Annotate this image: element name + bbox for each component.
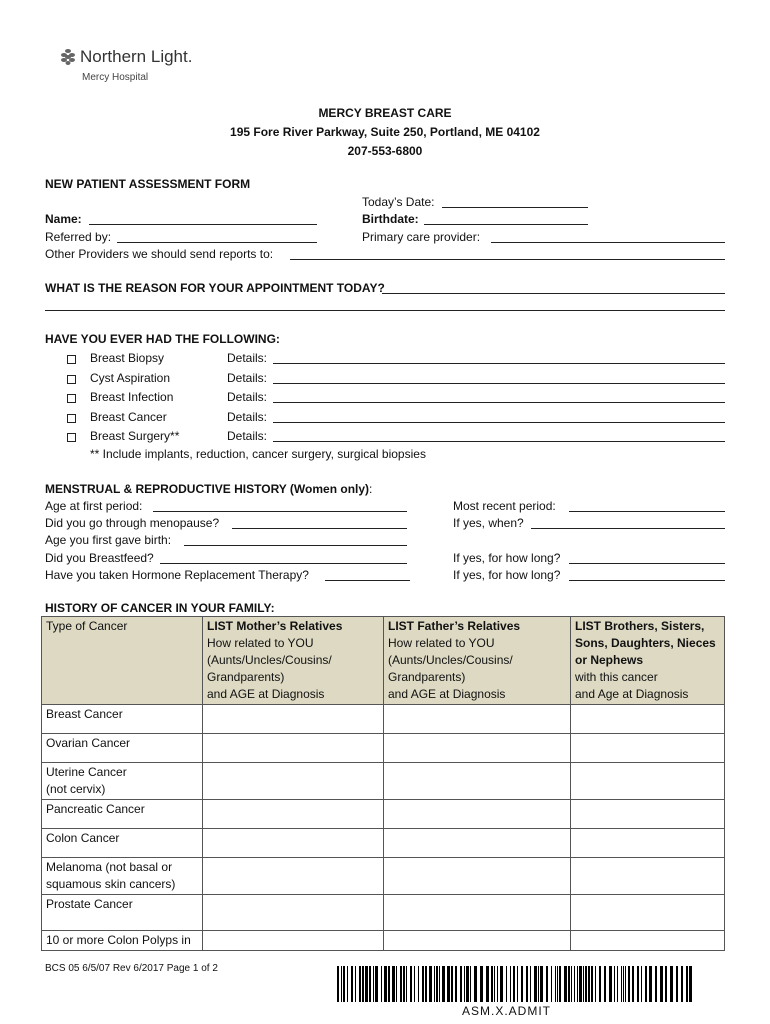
table-row [42, 858, 725, 895]
barcode-bar [623, 966, 624, 1002]
relatives-entry-cell[interactable] [203, 829, 384, 858]
cancer-type-label: Ovarian Cancer [46, 736, 131, 750]
barcode-icon [337, 966, 697, 1002]
checkbox-breast-infection[interactable] [67, 394, 76, 403]
col-type-of-cancer: Type of Cancer [42, 617, 203, 705]
barcode-bar [557, 966, 558, 1002]
menopause-when-field[interactable] [531, 528, 725, 529]
barcode-bar [455, 966, 457, 1002]
reason-label: WHAT IS THE REASON FOR YOUR APPOINTMENT TODAY? [45, 281, 385, 295]
hrt-label: Have you taken Hormone Replacement Therapy? [45, 568, 309, 582]
details-label: Details: [227, 351, 268, 365]
relatives-entry-cell[interactable] [384, 763, 571, 800]
barcode-bar [655, 966, 657, 1002]
hrt-how-long-label: If yes, for how long? [453, 568, 561, 582]
org-name: MERCY BREAST CARE [318, 106, 452, 120]
todays-date-field[interactable] [442, 207, 588, 208]
relatives-entry-cell[interactable] [203, 705, 384, 734]
barcode-bar [347, 966, 348, 1002]
barcode-bar [506, 966, 507, 1002]
menstrual-heading-colon: : [369, 482, 373, 496]
age-first-period-field[interactable] [153, 511, 407, 512]
barcode-bar [625, 966, 626, 1002]
details-label: Details: [227, 371, 268, 385]
history-item-label: Breast Biopsy [90, 351, 165, 365]
pcp-label: Primary care provider: [362, 230, 481, 244]
relatives-entry-cell[interactable] [384, 800, 571, 829]
barcode-bar [632, 966, 634, 1002]
barcode-bar [681, 966, 683, 1002]
cancer-type-label: Uterine Cancer [46, 765, 127, 779]
barcode-bar [676, 966, 678, 1002]
birthdate-field[interactable] [424, 224, 588, 225]
barcode-bar [497, 966, 498, 1002]
menstrual-heading: MENSTRUAL & REPRODUCTIVE HISTORY (Women only) [45, 482, 370, 496]
relatives-entry-cell[interactable] [384, 734, 571, 763]
hrt-field[interactable] [325, 580, 410, 581]
form-title: NEW PATIENT ASSESSMENT FORM [45, 177, 251, 191]
col-mother-relatives: LIST Mother’s Relatives How related to YOU (Aunts/Uncles/Cousins/ Grandparents) and AGE at Diagnosis [203, 617, 384, 705]
history-item-label: Breast Surgery** [90, 429, 180, 443]
menopause-label: Did you go through menopause? [45, 516, 220, 530]
cancer-type-cell [42, 829, 203, 858]
name-field[interactable] [89, 224, 317, 225]
barcode-bar [341, 966, 342, 1002]
barcode-bar [351, 966, 353, 1002]
table-row [42, 705, 725, 734]
table-row [42, 763, 725, 800]
checkbox-breast-cancer[interactable] [67, 414, 76, 423]
family-heading: HISTORY OF CANCER IN YOUR FAMILY: [45, 601, 275, 615]
barcode-bar [439, 966, 440, 1002]
barcode-bar [375, 966, 378, 1002]
barcode-bar [538, 966, 539, 1002]
cancer-type-cell [42, 705, 203, 734]
barcode-bar [670, 966, 673, 1002]
relatives-entry-cell[interactable] [203, 734, 384, 763]
org-phone: 207-553-6800 [347, 144, 423, 158]
barcode-bar [434, 966, 435, 1002]
barcode-bar [464, 966, 465, 1002]
history-heading: HAVE YOU EVER HAD THE FOLLOWING: [45, 332, 280, 346]
barcode-bar [517, 966, 518, 1002]
cancer-type-label: squamous skin cancers) [46, 877, 176, 891]
barcode-bar [359, 966, 361, 1002]
recent-period-field[interactable] [569, 511, 725, 512]
menopause-when-label: If yes, when? [453, 516, 524, 530]
barcode-bar [579, 966, 582, 1002]
todays-date-label: Today’s Date: [362, 195, 435, 209]
barcode-bar [403, 966, 405, 1002]
barcode-bar [559, 966, 561, 1002]
relatives-entry-cell[interactable] [571, 858, 725, 895]
breastfeed-how-long-field[interactable] [569, 563, 725, 564]
barcode-bar [392, 966, 395, 1002]
referred-by-field[interactable] [117, 242, 317, 243]
breastfeed-label: Did you Breastfeed? [45, 551, 154, 565]
checkbox-breast-surgery[interactable] [67, 433, 76, 442]
history-item-label: Breast Cancer [90, 410, 167, 424]
barcode-bar [447, 966, 450, 1002]
details-label: Details: [227, 429, 268, 443]
details-field[interactable] [273, 402, 725, 403]
barcode-bar [510, 966, 511, 1002]
relatives-entry-cell[interactable] [203, 800, 384, 829]
barcode-bar [585, 966, 587, 1002]
checkbox-cyst-aspiration[interactable] [67, 375, 76, 384]
cancer-type-label: Pancreatic Cancer [46, 802, 145, 816]
barcode-bar [362, 966, 364, 1002]
barcode-bar [486, 966, 489, 1002]
cancer-type-label: Breast Cancer [46, 707, 123, 721]
barcode-bar [429, 966, 432, 1002]
family-history-table [41, 616, 725, 951]
org-address: 195 Fore River Parkway, Suite 250, Portland, ME 04102 [230, 125, 540, 139]
relatives-entry-cell[interactable] [571, 829, 725, 858]
table-row [42, 734, 725, 763]
relatives-entry-cell[interactable] [571, 734, 725, 763]
table-row [42, 800, 725, 829]
barcode-bar [355, 966, 356, 1002]
checkbox-breast-biopsy[interactable] [67, 355, 76, 364]
col-siblings-children: LIST Brothers, Sisters, Sons, Daughters, Nieces or Nephews with this cancer and Age at Diagnosis [571, 617, 725, 705]
table-row [42, 829, 725, 858]
barcode-bar [604, 966, 606, 1002]
cancer-type-cell [42, 734, 203, 763]
barcode-bar [637, 966, 639, 1002]
barcode-bar [546, 966, 548, 1002]
barcode-bar [574, 966, 575, 1002]
barcode-bar [480, 966, 483, 1002]
table-header-row [42, 617, 725, 705]
barcode-bar [396, 966, 397, 1002]
barcode-bar [599, 966, 601, 1002]
barcode-bar [617, 966, 618, 1002]
barcode-bar [470, 966, 471, 1002]
barcode-bar [369, 966, 371, 1002]
relatives-entry-cell[interactable] [384, 895, 571, 931]
birthdate-label: Birthdate: [362, 212, 419, 226]
barcode-text: ASM.X.ADMIT [462, 1004, 552, 1018]
logo-name: Northern Light. [80, 47, 193, 66]
relatives-entry-cell[interactable] [571, 763, 725, 800]
barcode-bar [337, 966, 339, 1002]
cancer-type-cell [42, 931, 203, 951]
pinecone-logo-icon [58, 47, 78, 67]
cancer-type-cell [42, 763, 203, 800]
details-field[interactable] [273, 441, 725, 442]
barcode-bar [388, 966, 390, 1002]
reason-field-2[interactable] [45, 310, 725, 311]
history-item-label: Breast Infection [90, 390, 174, 404]
barcode-bar [621, 966, 622, 1002]
barcode-bar [500, 966, 503, 1002]
relatives-entry-cell[interactable] [384, 829, 571, 858]
barcode-bar [609, 966, 612, 1002]
barcode-bar [641, 966, 642, 1002]
barcode-bar [425, 966, 427, 1002]
barcode-bar [614, 966, 615, 1002]
table-row [42, 931, 725, 951]
relatives-entry-cell[interactable] [384, 705, 571, 734]
barcode-bar [568, 966, 570, 1002]
barcode-bar [665, 966, 667, 1002]
breastfeed-how-long-label: If yes, for how long? [453, 551, 561, 565]
pcp-field[interactable] [491, 242, 725, 243]
barcode-bar [660, 966, 663, 1002]
relatives-entry-cell[interactable] [571, 800, 725, 829]
barcode-bar [526, 966, 528, 1002]
relatives-entry-cell[interactable] [571, 895, 725, 931]
details-label: Details: [227, 390, 268, 404]
barcode-bar [628, 966, 630, 1002]
other-providers-field[interactable] [290, 259, 725, 260]
cancer-type-label: Colon Cancer [46, 831, 120, 845]
name-label: Name: [45, 212, 82, 226]
other-providers-label: Other Providers we should send reports to: [45, 247, 274, 261]
form-code: BCS 05 6/5/07 Rev 6/2017 Page 1 of 2 [45, 963, 218, 974]
cancer-type-label: Prostate Cancer [46, 897, 133, 911]
barcode-bar [521, 966, 523, 1002]
hrt-how-long-field[interactable] [569, 580, 725, 581]
barcode-bar [466, 966, 469, 1002]
barcode-bar [373, 966, 374, 1002]
menopause-field[interactable] [232, 528, 407, 529]
details-field[interactable] [273, 422, 725, 423]
relatives-entry-cell[interactable] [203, 931, 384, 951]
barcode-bar [513, 966, 515, 1002]
relatives-entry-cell[interactable] [203, 895, 384, 931]
recent-period-label: Most recent period: [453, 499, 556, 513]
barcode-bar [686, 966, 688, 1002]
relatives-entry-cell[interactable] [384, 931, 571, 951]
barcode-bar [381, 966, 382, 1002]
cancer-type-cell [42, 800, 203, 829]
barcode-bar [540, 966, 543, 1002]
history-item-label: Cyst Aspiration [90, 371, 171, 385]
barcode-bar [418, 966, 419, 1002]
breastfeed-field[interactable] [160, 563, 407, 564]
barcode-bar [583, 966, 584, 1002]
barcode-bar [649, 966, 652, 1002]
barcode-bar [410, 966, 412, 1002]
history-note: ** Include implants, reduction, cancer surgery, surgical biopsies [90, 447, 426, 461]
cancer-type-cell [42, 895, 203, 931]
barcode-bar [555, 966, 556, 1002]
barcode-bar [530, 966, 531, 1002]
barcode-bar [551, 966, 552, 1002]
referred-by-label: Referred by: [45, 230, 112, 244]
relatives-entry-cell[interactable] [384, 858, 571, 895]
relatives-entry-cell[interactable] [203, 763, 384, 800]
barcode-bar [414, 966, 415, 1002]
details-field[interactable] [273, 363, 725, 364]
cancer-type-label: Melanoma (not basal or [46, 860, 173, 874]
barcode-bar [442, 966, 445, 1002]
barcode-bar [436, 966, 438, 1002]
relatives-entry-cell[interactable] [203, 858, 384, 895]
cancer-type-cell [42, 858, 203, 895]
barcode-bar [343, 966, 345, 1002]
barcode-bar [491, 966, 493, 1002]
barcode-bar [474, 966, 477, 1002]
barcode-bar [564, 966, 567, 1002]
relatives-entry-cell[interactable] [571, 705, 725, 734]
details-field[interactable] [273, 383, 725, 384]
barcode-bar [422, 966, 424, 1002]
barcode-bar [571, 966, 572, 1002]
barcode-bar [689, 966, 692, 1002]
age-first-period-label: Age at first period: [45, 499, 143, 513]
cancer-type-label: (not cervix) [46, 782, 106, 796]
barcode-bar [577, 966, 578, 1002]
barcode-bar [591, 966, 593, 1002]
relatives-entry-cell[interactable] [571, 931, 725, 951]
barcode-bar [534, 966, 537, 1002]
reason-field-1[interactable] [382, 293, 725, 294]
first-birth-field[interactable] [184, 545, 407, 546]
details-label: Details: [227, 410, 268, 424]
barcode-bar [460, 966, 462, 1002]
barcode-bar [365, 966, 368, 1002]
barcode-bar [494, 966, 495, 1002]
barcode-bar [588, 966, 590, 1002]
barcode-bar [645, 966, 647, 1002]
logo-subtitle: Mercy Hospital [82, 72, 149, 83]
barcode-bar [406, 966, 407, 1002]
barcode-bar [595, 966, 596, 1002]
col-father-relatives: LIST Father’s Relatives How related to YOU (Aunts/Uncles/Cousins/ Grandparents) and AGE at Diagnosis [384, 617, 571, 705]
table-row [42, 895, 725, 931]
first-birth-label: Age you first gave birth: [45, 533, 172, 547]
barcode-bar [451, 966, 453, 1002]
barcode-bar [400, 966, 402, 1002]
barcode-bar [384, 966, 387, 1002]
cancer-type-label: 10 or more Colon Polyps in [46, 933, 191, 947]
